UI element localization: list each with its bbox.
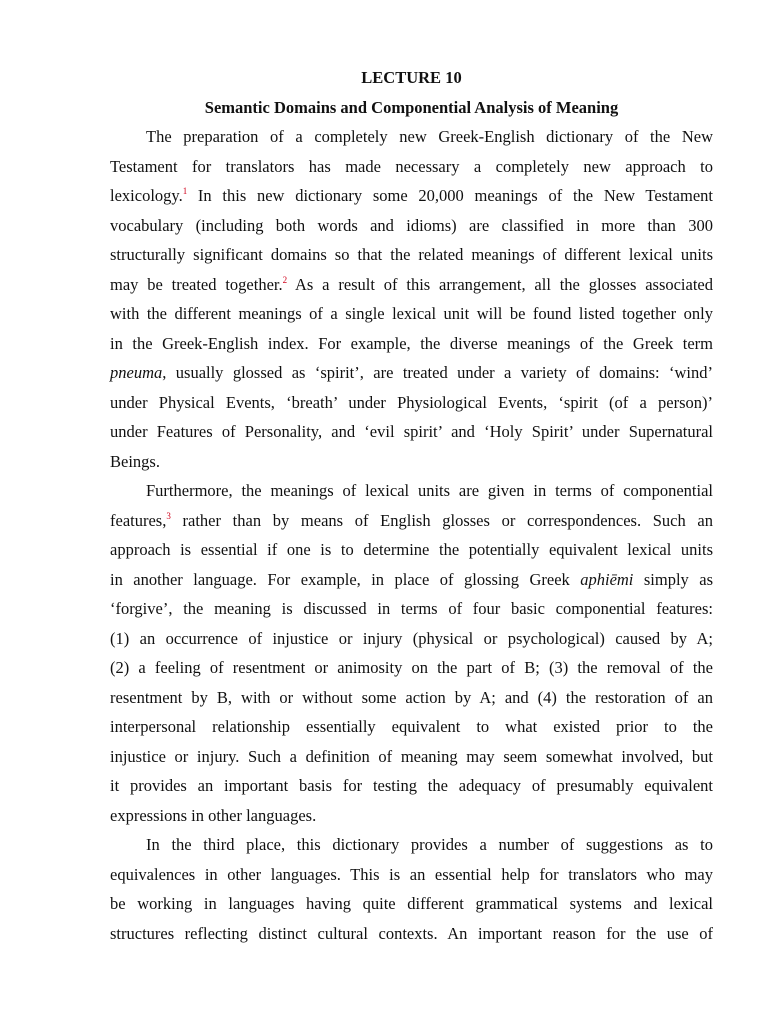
text-run: structures reflecting distinct cultural contexts. An important reason for the use of (110, 923, 713, 943)
text-line (110, 181, 713, 211)
text-run: it provides an important basis for testing the adequacy of presumably equivalent (110, 776, 713, 795)
text-line (110, 801, 713, 831)
footnote-ref[interactable]: 3 (166, 510, 171, 521)
text-run: in another language. For example, in place of glossing Greek (110, 569, 581, 589)
text-run: rather than by means of English glosses or correspondences. Such an (170, 510, 713, 530)
text-run: injustice or injury. Such a definition of meaning may seem somewhat involved, but (110, 746, 713, 766)
text-run: Furthermore, the meanings of lexical units are given in terms of componential (146, 481, 713, 500)
text-run: lexicology. (110, 186, 183, 205)
text-line (110, 122, 713, 152)
text-line (110, 358, 713, 388)
text-line (110, 653, 713, 683)
text-line (110, 889, 713, 919)
text-run: simply as (633, 569, 713, 589)
text-line (110, 712, 713, 742)
text-line (110, 270, 713, 300)
lecture-subtitle: Semantic Domains and Componential Analysis of Meaning (204, 97, 619, 117)
text-run: In this new dictionary some 20,000 meanings of the New Testament (187, 186, 713, 205)
text-run: interpersonal relationship essentially equivalent to what existed prior to the (110, 717, 713, 736)
text-run: features, (110, 510, 167, 530)
text-run: resentment by B, with or without some action by A; and (4) the restoration of an (110, 687, 713, 707)
text-line (110, 152, 713, 182)
text-line (110, 388, 713, 418)
text-run: equivalences in other languages. This is an essential help for translators who may (110, 864, 713, 884)
text-run: under Physical Events, ‘breath’ under Physiological Events, ‘spirit (of a person)’ (110, 392, 713, 412)
text-line (110, 624, 713, 654)
text-run: Testament for translators has made necessary a completely new approach to (110, 156, 713, 176)
text-run: As a result of this arrangement, all the glosses associated (287, 274, 714, 294)
italic-term: pneuma (110, 363, 163, 382)
text-run: (1) an occurrence of injustice or injury (physical or psychological) caused by A; (110, 628, 713, 648)
text-line (110, 919, 713, 949)
text-run: under Features of Personality, and ‘evil spirit’ and ‘Holy Spirit’ under Supernatural (110, 422, 713, 441)
text-run: , usually glossed as ‘spirit’, are treated under a variety of domains: ‘wind’ (162, 363, 713, 382)
text-line (110, 860, 713, 890)
text-line (110, 683, 713, 713)
text-run: In the third place, this dictionary provides a number of suggestions as to (146, 835, 713, 854)
footnote-ref[interactable]: 2 (282, 274, 288, 285)
text-line (110, 594, 713, 624)
text-run: structurally significant domains so that the related meanings of different lexical units (110, 245, 713, 264)
text-run: (2) a feeling of resentment or animosity on the part of B; (3) the removal of the (110, 658, 713, 677)
lecture-title: LECTURE 10 (361, 68, 462, 87)
text-line (110, 565, 713, 595)
text-run: vocabulary (including both words and idioms) are classified in more than 300 (110, 215, 713, 235)
text-line (110, 211, 713, 241)
text-line (110, 447, 713, 477)
text-run: ‘forgive’, the meaning is discussed in terms of four basic componential features: (110, 599, 713, 618)
footnote-ref[interactable]: 1 (182, 186, 188, 196)
text-run: The preparation of a completely new Greek-English dictionary of the New (146, 127, 713, 146)
body-text (110, 122, 713, 948)
text-line (110, 830, 713, 860)
text-line (110, 742, 713, 772)
text-line (110, 535, 713, 565)
text-line (110, 329, 713, 359)
text-line (110, 417, 713, 447)
text-line (110, 476, 713, 506)
text-run: Beings. (110, 451, 160, 471)
text-line (110, 506, 713, 536)
text-line (110, 299, 713, 329)
text-line (110, 771, 713, 801)
text-run: approach is essential if one is to determine the potentially equivalent lexical units (110, 540, 713, 559)
text-run: in the Greek-English index. For example, the diverse meanings of the Greek term (110, 333, 713, 353)
italic-term: aphiēmi (580, 569, 634, 589)
text-run: be working in languages having quite different grammatical systems and lexical (110, 894, 713, 913)
text-run: expressions in other languages. (110, 805, 317, 825)
text-line (110, 240, 713, 270)
document-page (110, 63, 713, 948)
text-run: may be treated together. (110, 274, 283, 294)
text-run: with the different meanings of a single lexical unit will be found listed together only (110, 304, 713, 323)
